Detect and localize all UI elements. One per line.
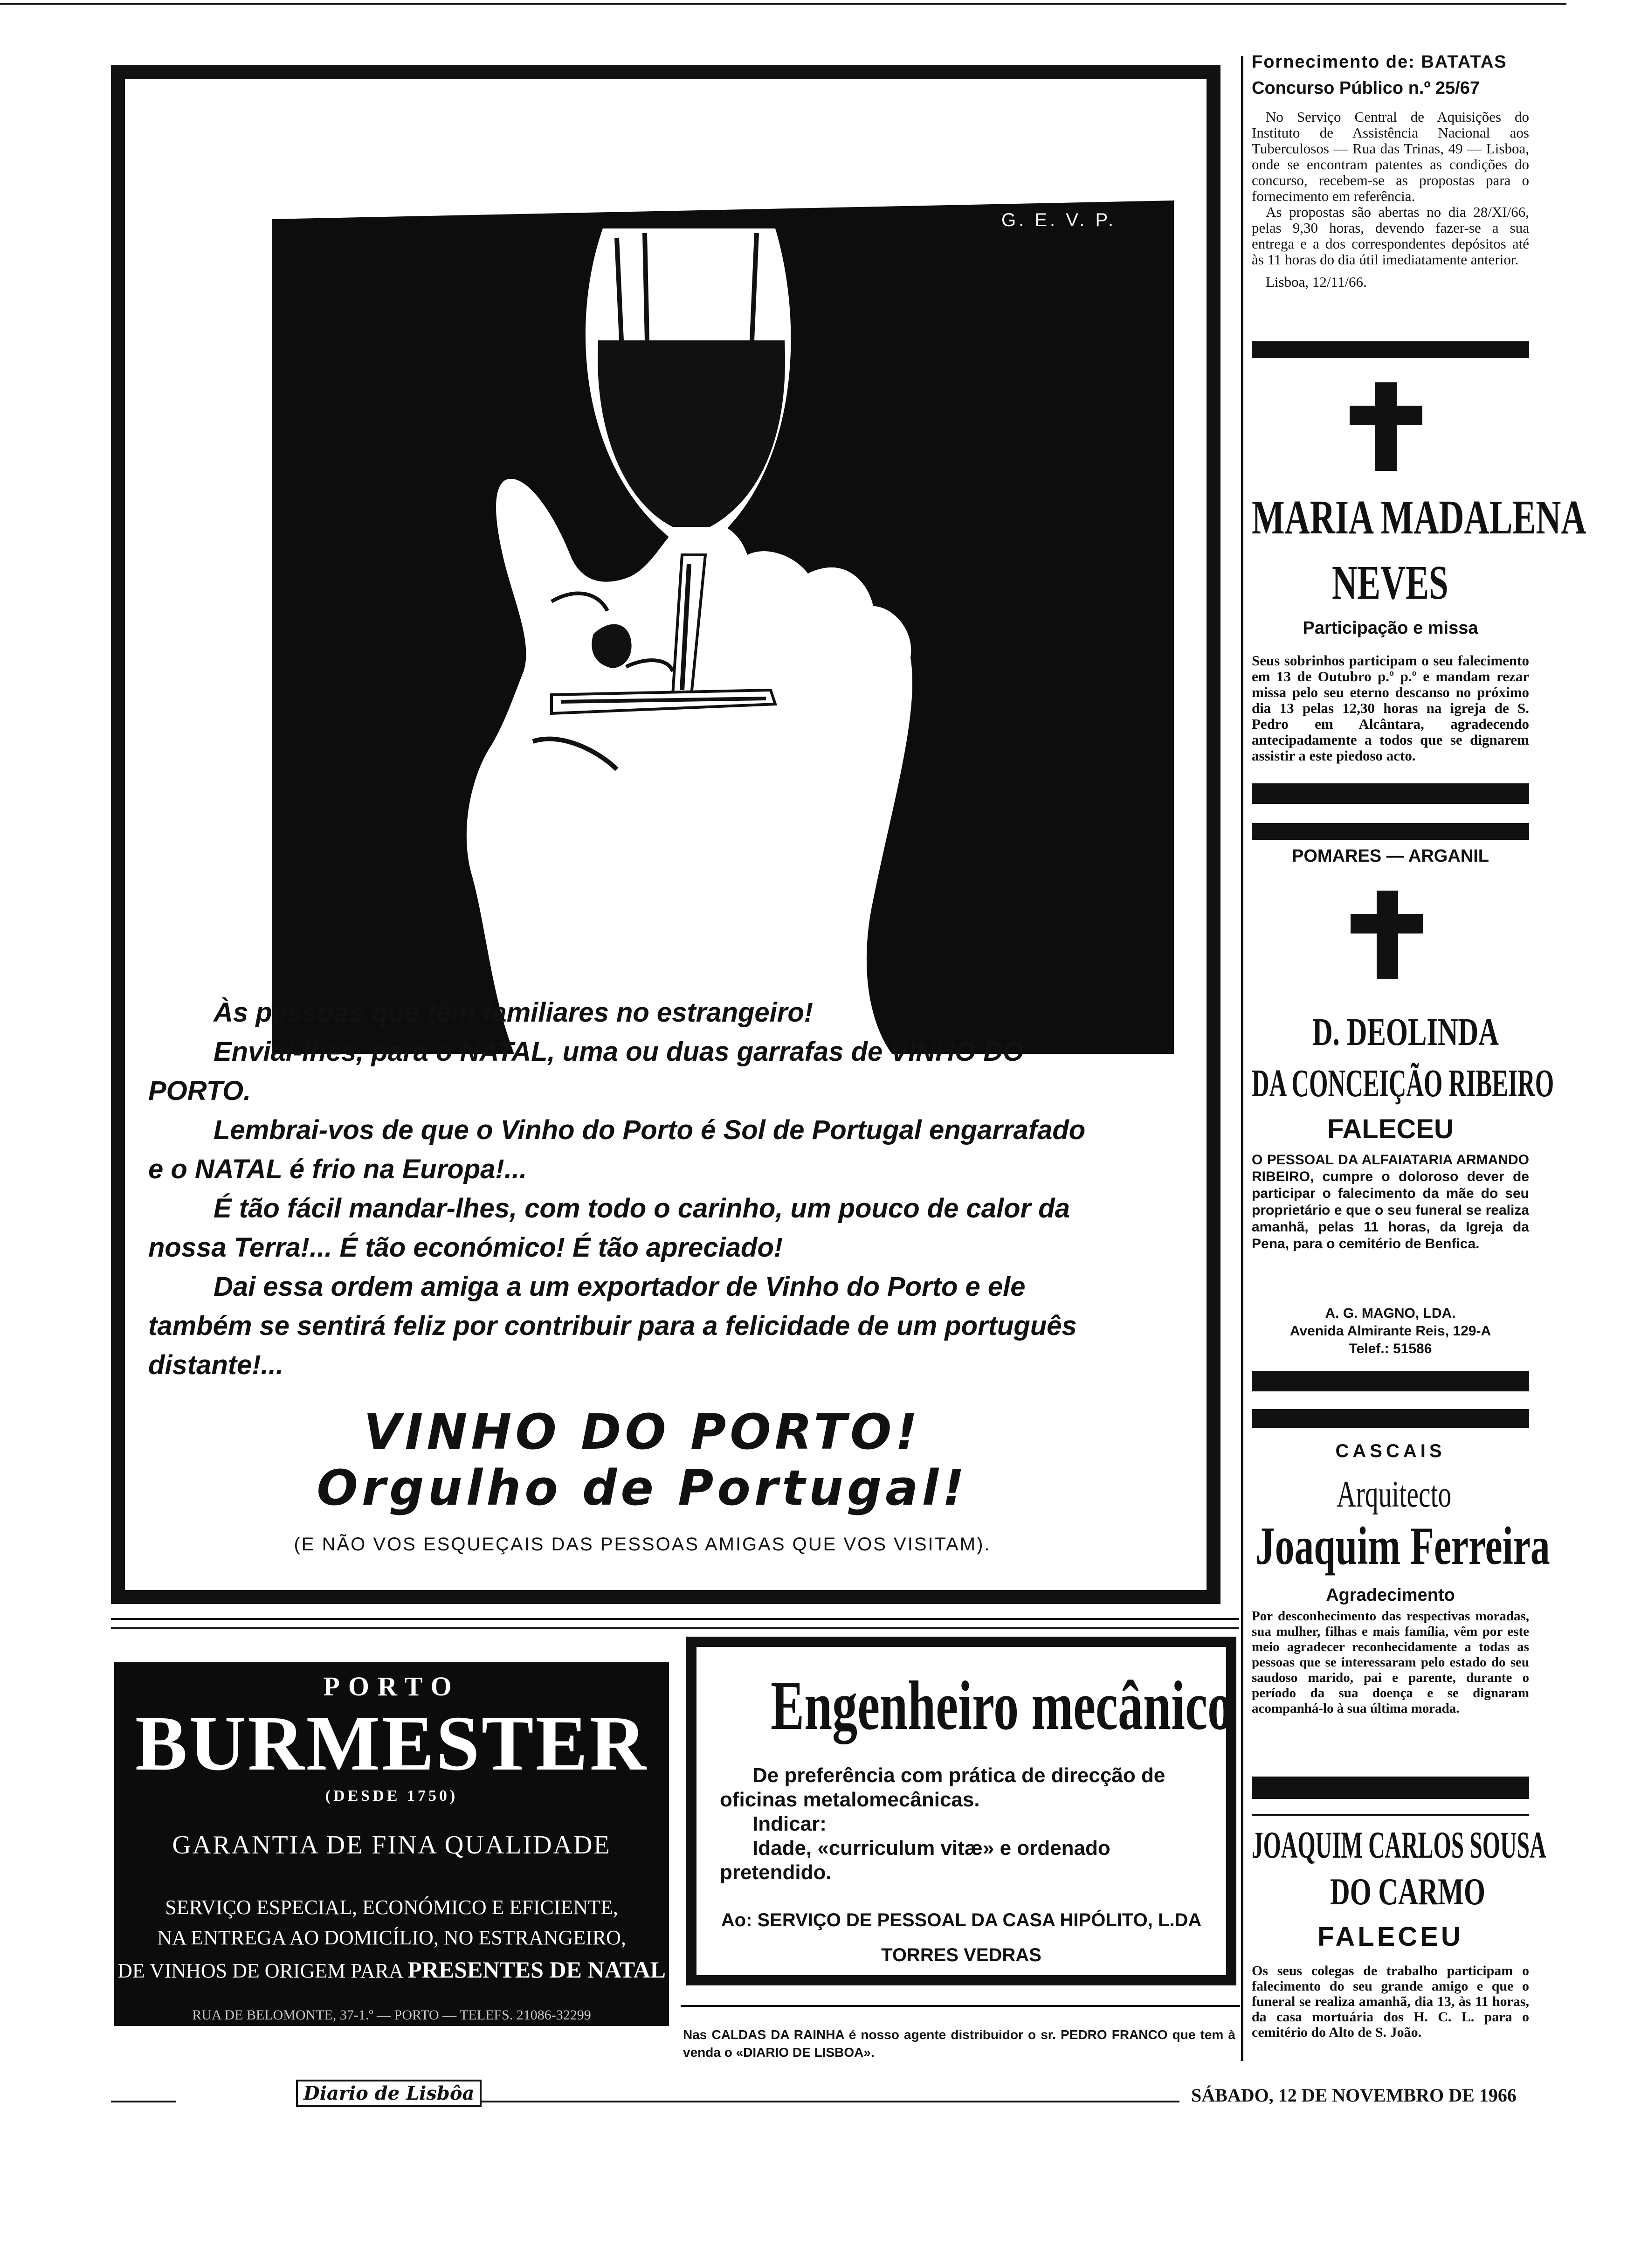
section-rule <box>111 1618 1239 1620</box>
burmester-ad <box>114 1662 669 2026</box>
concurso-heading-2: Concurso Público n.º 25/67 <box>1252 78 1480 98</box>
ad-paragraph: Lembrai-vos de que o Vinho do Porto é Sol de Portugal engarrafado e o NATAL é frio na Europa!... <box>148 1115 1086 1184</box>
illustration-credit: G. E. V. P. <box>1001 210 1117 230</box>
burmester-service-3 <box>114 1956 669 1983</box>
burmester-porto: PORTO <box>323 1671 460 1701</box>
funeral-agency-name: A. G. MAGNO, LDA. <box>1325 1306 1456 1321</box>
obit-ferreira-subtitle: Agradecimento <box>1326 1585 1455 1605</box>
concurso-paragraph: As propostas são abertas no dia 28/XI/66, pelas 9,30 horas, devendo fazer-se a sua entrega e a dos correspondentes depósitos até às 11 horas do dia útil imediatamente anterior. <box>1252 204 1529 268</box>
engenheiro-title: Engenheiro mecânico <box>771 1667 1233 1744</box>
ad-paragraph: Dai essa ordem amiga a um exportador de Vinho do Porto e ele também se sentirá feliz por contribuir para a felicidade de um português distante!... <box>148 1272 1077 1380</box>
engenheiro-body <box>720 1763 1209 1885</box>
ad-paragraph: Às pessoas que têm familiares no estrangeiro! <box>214 997 814 1028</box>
slogan-vinho-do-porto: VINHO DO PORTO! <box>364 1404 921 1460</box>
obit-deolinda-name-2: DA CONCEIÇÃO RIBEIRO <box>1252 1062 1554 1105</box>
right-column <box>1252 51 1586 2056</box>
section-rule <box>111 1627 1239 1629</box>
obit-ferreira-place: CASCAIS <box>1335 1441 1446 1461</box>
concurso-date: Lisboa, 12/11/66. <box>1266 274 1367 290</box>
issue-date: SÁBADO, 12 DE NOVEMBRO DE 1966 <box>1191 2085 1517 2106</box>
funeral-agency-address: Avenida Almirante Reis, 129-A <box>1289 1323 1491 1339</box>
burmester-address: RUA DE BELOMONTE, 37-1.º — PORTO — TELEFS. 21086-32299 <box>192 2007 591 2023</box>
footer-rule-left <box>111 2101 176 2102</box>
burmester-natal: PRESENTES DE NATAL <box>407 1957 666 1983</box>
burmester-service-3a: DE VINHOS DE ORIGEM PARA <box>117 1959 403 1982</box>
obit-maria-name-2: NEVES <box>1332 556 1448 609</box>
ad-paragraph: Enviai-lhes, para o NATAL, uma ou duas garrafas de VINHO DO PORTO. <box>148 1037 1024 1106</box>
footer-rule-right <box>480 2101 1179 2102</box>
obit-deolinda-faleceu: FALECEU <box>1327 1114 1454 1144</box>
obituary-bar <box>1252 1777 1529 1799</box>
obit-deolinda-name-1: D. DEOLINDA <box>1312 1010 1499 1054</box>
engenheiro-line: Indicar: <box>752 1812 827 1835</box>
cross-icon-arm <box>1351 914 1423 933</box>
burmester-garantia: GARANTIA DE FINA QUALIDADE <box>172 1831 611 1860</box>
obituary-bar <box>1252 823 1529 840</box>
burmester-since: (DESDE 1750) <box>325 1787 458 1805</box>
engenheiro-line: Idade, «curriculum vitæ» e ordenado pretendido. <box>720 1837 1110 1884</box>
concurso-paragraph: No Serviço Central de Aquisições do Instituto de Assistência Nacional aos Tuberculosos — Rua das Trinas, 49 — Lisboa, onde se encontram patentes as condições do concurso, recebem-se as propostas para o fornecimento em referência. <box>1252 109 1529 204</box>
obit-maria-subtitle: Participação e missa <box>1303 618 1478 638</box>
funeral-agency-phone: Telef.: 51586 <box>1349 1341 1432 1356</box>
burmester-service-1: SERVIÇO ESPECIAL, ECONÓMICO E EFICIENTE, <box>165 1896 618 1919</box>
cross-icon-arm <box>1350 406 1422 425</box>
engenheiro-city: TORRES VEDRAS <box>881 1945 1041 1965</box>
obit-maria-body: Seus sobrinhos participam o seu falecimento em 13 de Outubro p.º p.º e mandam rezar missa pelo seu eterno descanso no próximo dia 13 pelas 12,30 horas na igreja de S. Pedro em Alcântara, agradecendo antecipadamente a todos que se dignarem assistir a este piedoso acto. <box>1252 652 1529 764</box>
obit-ferreira-body: Por desconhecimento das respectivas moradas, sua mulher, filhas e mais família, vêm por este meio agradecer reconhecidamente a todas as pessoas que se interessaram pelo estado do seu saudoso marido, pai e parente, durante o período da sua doença e se dignaram acompanhá-lo à sua última morada. <box>1252 1609 1529 1716</box>
obit-deolinda-body: O PESSOAL DA ALFAIATARIA ARMANDO RIBEIRO, cumpre o doloroso dever de participar o falecimento da mãe do seu proprietário e que o seu funeral se realiza amanhã, pelas 11 horas, da Igreja da Pena, para o cemitério de Benfica. <box>1252 1152 1529 1252</box>
separator-rule <box>1252 1814 1529 1816</box>
ad-copy <box>148 993 1104 1385</box>
cross-icon <box>1375 382 1397 471</box>
column-divider <box>1241 56 1243 2061</box>
obituary-bar <box>1252 1409 1529 1428</box>
ad-footnote: (E NÃO VOS ESQUEÇAIS DAS PESSOAS AMIGAS QUE VOS VISITAM). <box>294 1534 991 1555</box>
cross-icon <box>1377 891 1398 979</box>
concurso-heading-1: Fornecimento de: BATATAS <box>1252 52 1507 72</box>
ad-paragraph: É tão fácil mandar-lhes, com todo o carinho, um pouco de calor da nossa Terra!... É tão económico! É tão apreciado! <box>148 1193 1070 1263</box>
obituary-bar <box>1252 341 1529 358</box>
masthead: Diario de Lisbôa <box>296 2080 482 2107</box>
obituary-bar <box>1252 1371 1529 1391</box>
obit-carlos-body: Os seus colegas de trabalho participam o falecimento do seu grande amigo e que o funeral se realiza amanhã, dia 13, às 11 horas, da casa mortuária dos H. C. L. para o cemitério do Alto de S. João. <box>1252 1963 1529 2040</box>
obit-ferreira-name: Joaquim Ferreira <box>1255 1516 1550 1576</box>
engenheiro-line: De preferência com prática de direcção de oficinas metalomecânicas. <box>720 1764 1165 1811</box>
obit-deolinda-place: POMARES — ARGANIL <box>1292 846 1489 866</box>
concurso-body <box>1252 109 1529 290</box>
engenheiro-contact: Ao: SERVIÇO DE PESSOAL DA CASA HIPÓLITO, L.DA <box>721 1910 1202 1930</box>
top-rule <box>0 3 1566 5</box>
caldas-notice: Nas CALDAS DA RAINHA é nosso agente distribuidor o sr. PEDRO FRANCO que tem à venda o «DIARIO DE LISBOA». <box>683 2027 1235 2060</box>
obit-carlos-name-1: JOAQUIM CARLOS SOUSA <box>1252 1824 1546 1866</box>
wine-glass-illustration <box>272 201 1174 1054</box>
section-rule <box>681 2005 1240 2007</box>
obit-maria-name-1: MARIA MADALENA <box>1252 491 1586 544</box>
obit-carlos-name-2: DO CARMO <box>1330 1870 1485 1913</box>
obit-ferreira-title: Arquitecto <box>1337 1474 1452 1515</box>
slogan-orgulho: Orgulho de Portugal! <box>317 1459 968 1516</box>
burmester-brand: BURMESTER <box>135 1700 648 1787</box>
burmester-service-2: NA ENTREGA AO DOMICÍLIO, NO ESTRANGEIRO, <box>157 1926 626 1949</box>
vinho-do-porto-ad <box>111 65 1220 1604</box>
obit-carlos-faleceu: FALECEU <box>1317 1922 1463 1952</box>
engenheiro-ad <box>686 1637 1236 1985</box>
obituary-bar <box>1252 783 1529 804</box>
